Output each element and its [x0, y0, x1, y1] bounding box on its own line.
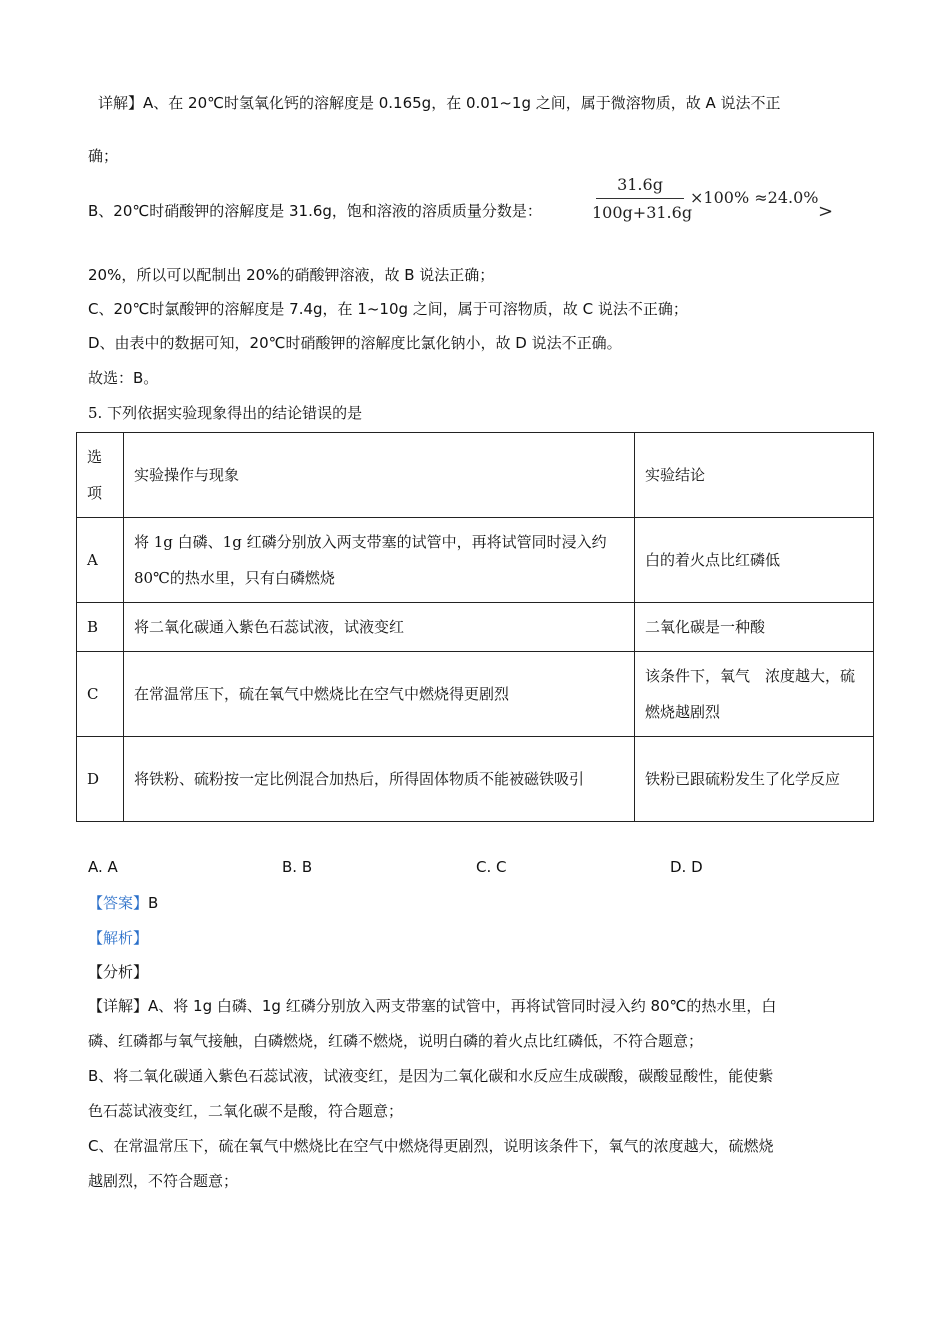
prev-detail-line-6: D、由表中的数据可知，20℃时硝酸钾的溶解度比氯化钠小，故 D 说法不正确。	[88, 334, 622, 352]
fraction-denominator: 100g+31.6g	[592, 203, 693, 222]
prev-detail-line-1: 详解】A、在 20℃时氢氧化钙的溶解度是 0.165g，在 0.01~1g 之间，属于微溶物质，故 A 说法不正	[98, 94, 781, 112]
row-d-operation: 将铁粉、硫粉按一定比例混合加热后，所得固体物质不能被磁铁吸引	[124, 737, 635, 822]
header-operation: 实验操作与现象	[124, 433, 635, 518]
answer-label: 【答案】	[88, 894, 149, 912]
fraction-numerator: 31.6g	[617, 175, 663, 194]
fraction-bar	[596, 198, 684, 199]
prev-detail-line-7: 故选：B。	[88, 369, 159, 387]
detail-line-3: B、将二氧化碳通入紫色石蕊试液，试液变红，是因为二氧化碳和水反应生成碳酸，碳酸显酸性，能使紫	[88, 1067, 774, 1085]
row-a-operation: 将 1g 白磷、1g 红磷分别放入两支带塞的试管中，再将试管同时浸入约 80℃的热水里，只有白磷燃烧	[124, 518, 635, 603]
answer-line	[88, 893, 158, 913]
prev-detail-line-4: 20%，所以可以配制出 20%的硝酸钾溶液，故 B 说法正确；	[88, 266, 495, 284]
table-row	[77, 518, 874, 603]
header-option-line-1: 选	[87, 448, 103, 466]
prev-detail-line-5: C、20℃时氯酸钾的溶解度是 7.4g，在 1~10g 之间，属于可溶物质，故 C 说法不正确；	[88, 300, 688, 318]
choice-d: D. D	[670, 858, 703, 876]
prev-detail-line-2: 确；	[88, 147, 119, 165]
row-a-conclusion: 白的着火点比红磷低	[635, 518, 874, 603]
row-b-conclusion: 二氧化碳是一种酸	[635, 603, 874, 652]
fraction-tail: ×100% ≈24.0%	[690, 188, 819, 207]
analysis-label: 【解析】	[88, 929, 149, 947]
header-conclusion: 实验结论	[635, 433, 874, 518]
question-5-stem: 5. 下列依据实验现象得出的结论错误的是	[88, 404, 363, 422]
choice-b: B. B	[282, 858, 313, 876]
row-a-option: A	[77, 518, 124, 603]
row-c-option: C	[77, 652, 124, 737]
row-d-option: D	[77, 737, 124, 822]
row-c-conclusion: 该条件下，氧气 浓度越大，硫燃烧越剧烈	[635, 652, 874, 737]
table-row	[77, 652, 874, 737]
answer-value: B	[148, 894, 159, 912]
detail-line-6: 越剧烈，不符合题意；	[88, 1172, 239, 1190]
experiment-table	[76, 432, 874, 822]
table-header-row	[77, 433, 874, 518]
fenxi-label: 【分析】	[88, 963, 149, 981]
mass-fraction-formula	[592, 174, 693, 224]
row-c-operation: 在常温常压下，硫在氧气中燃烧比在空气中燃烧得更剧烈	[124, 652, 635, 737]
row-d-conclusion: 铁粉已跟硫粉发生了化学反应	[635, 737, 874, 822]
prev-detail-line-3: B、20℃时硝酸钾的溶解度是 31.6g，饱和溶液的溶质质量分数是：	[88, 202, 542, 220]
header-option	[77, 433, 124, 518]
table-row	[77, 603, 874, 652]
table-row	[77, 737, 874, 822]
detail-line-1: 【详解】A、将 1g 白磷、1g 红磷分别放入两支带塞的试管中，再将试管同时浸入约 80℃的热水里，白	[88, 997, 777, 1015]
choice-c: C. C	[476, 858, 507, 876]
detail-line-4: 色石蕊试液变红，二氧化碳不是酸，符合题意；	[88, 1102, 404, 1120]
detail-line-5: C、在常温常压下，硫在氧气中燃烧比在空气中燃烧得更剧烈，说明该条件下，氧气的浓度越大，硫燃烧	[88, 1137, 774, 1155]
row-b-operation: 将二氧化碳通入紫色石蕊试液，试液变红	[124, 603, 635, 652]
fraction-greater-than: >	[818, 201, 834, 222]
header-option-line-2: 项	[87, 484, 103, 502]
choice-a: A. A	[88, 858, 118, 876]
row-b-option: B	[77, 603, 124, 652]
detail-line-2: 磷、红磷都与氧气接触，白磷燃烧，红磷不燃烧，说明白磷的着火点比红磷低，不符合题意；	[88, 1032, 704, 1050]
